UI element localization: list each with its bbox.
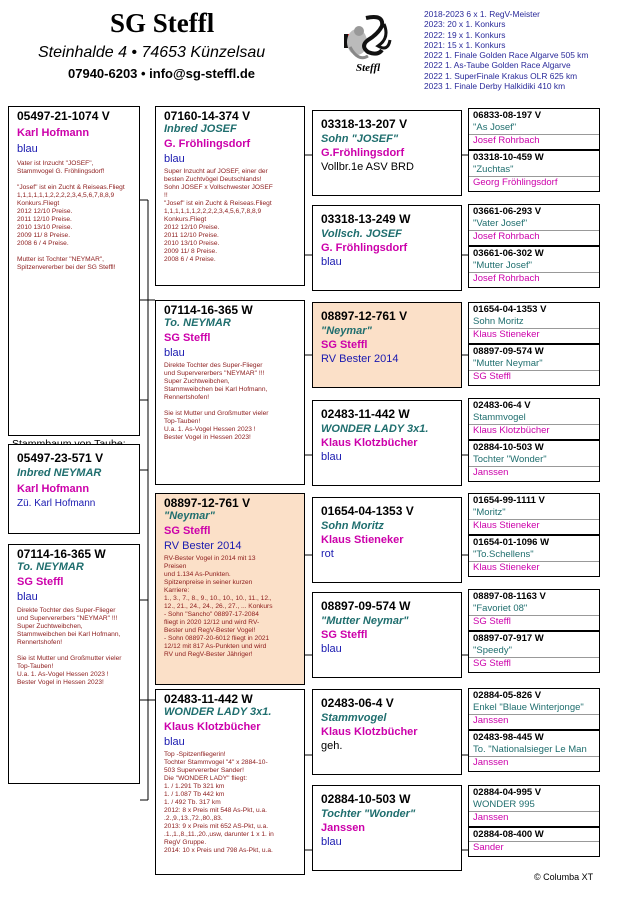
- grandparent-owner: SG Steffl: [164, 332, 211, 344]
- ggp-ring: 02884-10-503 W: [321, 792, 411, 806]
- gggp-name: "Speedy": [473, 645, 512, 656]
- gggp-card[interactable]: [468, 631, 600, 673]
- gggp-name: "As Josef": [473, 122, 517, 133]
- great-grandparent-card[interactable]: [312, 497, 462, 583]
- grandparent-notes: RV-Bester Vogel in 2014 mit 13 Preisen und 1.134 As-Punkten. Spitzenpreise in seiner kurzen Karriere: 1., 3., 7., 8., 9., 10., 10., 10., 11., 12., 12., 21., 24., 24., 26., 27., ... Konkurs - Sohn "Sancho" 08897-17-2084 fliegt in 2020 12/12 und wird RV- Bester und RegV-Bester Vogel! - Sohn 08897-20-6012 fliegt in 2021 12/12 mit 817 As-Punkten und wird RV und RegV-Bester Jähriger!: [164, 555, 273, 658]
- gggp-ring: 01654-01-1096 W: [473, 537, 550, 548]
- gggp-ring: 02884-05-826 V: [473, 690, 542, 701]
- gggp-ring: 08897-08-1163 V: [473, 591, 546, 602]
- gggp-card[interactable]: [468, 688, 600, 730]
- subject-card[interactable]: [8, 444, 140, 534]
- gggp-card[interactable]: [468, 493, 600, 535]
- gggp-name: "Zuchtas": [473, 164, 514, 175]
- grandparent-card[interactable]: [155, 689, 305, 875]
- grandparent-card[interactable]: [155, 300, 305, 485]
- grandparent-ring: 07114-16-365 W: [164, 303, 253, 317]
- great-grandparent-card[interactable]: [312, 302, 462, 388]
- ggp-name: Tochter "Wonder": [321, 808, 416, 820]
- subject-owner: Karl Hofmann: [17, 483, 90, 495]
- subject-ring: 05497-23-571 V: [17, 451, 104, 465]
- ggp-ring: 03318-13-207 V: [321, 117, 408, 131]
- grandparent-owner: Klaus Klotzbücher: [164, 721, 261, 733]
- gggp-owner: Josef Rohrbach: [469, 230, 599, 243]
- gggp-card[interactable]: [468, 204, 600, 246]
- grandparent-color: blau: [164, 153, 185, 165]
- grandparent-ring: 02483-11-442 W: [164, 692, 253, 706]
- gggp-name: WONDER 995: [473, 799, 535, 810]
- gggp-card[interactable]: [468, 589, 600, 631]
- father-ring: 05497-21-1074 V: [17, 109, 110, 123]
- gggp-owner: SG Steffl: [469, 615, 599, 628]
- gggp-ring: 02884-04-995 V: [473, 787, 542, 798]
- great-grandparent-card[interactable]: [312, 592, 462, 678]
- gggp-owner: Klaus Stieneker: [469, 519, 599, 532]
- mother-notes: Direkte Tochter des Super-Flieger und Supervererbers "NEYMAR" !!! Super Zuchtweibchen, Stammweibchen bei Karl Hofmann, Rennertshofen! Sie ist Mutter und Großmutter vieler Top-Tauben! U.a. 1. As-Vogel Hessen 2023 ! Bester Vogel in Hessen 2023!: [17, 607, 122, 686]
- gggp-name: "Mutter Josef": [473, 260, 533, 271]
- gggp-owner: Janssen: [469, 811, 599, 824]
- grandparent-notes: Super Inzucht auf JOSEF, einer der besten Zuchtvögel Deutschlands! Sohn JOSEF x Vollschwester JOSEF !! "Josef" ist ein Zucht & Reiseas.Fliegt 1,1,1,1,1,1,2,2,2,2,3,4,5,6,7,8,8,9 Konkurs.Fliegt 2012 12/10 Preise. 2011 12/10 Preise. 2010 13/10 Preise. 2009 11/ 8 Preise. 2008 6 / 4 Preise.: [164, 168, 273, 263]
- gggp-name: Stammvogel: [473, 412, 526, 423]
- grandparent-card[interactable]: [155, 106, 305, 286]
- gggp-card[interactable]: [468, 398, 600, 440]
- grandparent-card[interactable]: [155, 493, 305, 685]
- ggp-name: Sohn "JOSEF": [321, 133, 399, 145]
- ggp-ring: 01654-04-1353 V: [321, 504, 414, 518]
- gggp-ring: 01654-99-1111 V: [473, 495, 545, 506]
- grandparent-owner: G. Fröhlingsdorf: [164, 138, 251, 150]
- gggp-card[interactable]: [468, 785, 600, 827]
- father-notes: Vater ist Inzucht "JOSEF", Stammvogel G. Fröhlingsdorf! "Josef" ist ein Zucht & Reiseas.Fliegt 1,1,1,1,1,1,2,2,2,2,3,4,5,6,7,8,8,9 Konkurs.Fliegt 2012 12/10 Preise. 2011 12/10 Preise. 2010 13/10 Preise. 2009 11/ 8 Preise. 2008 6 / 4 Preise. Mutter ist Tochter "NEYMAR", Spitzenvererber bei der SG Steffl!: [17, 160, 125, 271]
- gggp-owner: Janssen: [469, 466, 599, 479]
- mother-name: To. NEYMAR: [17, 561, 84, 573]
- gggp-ring: 08897-07-917 W: [473, 633, 544, 644]
- gggp-ring: 03661-06-293 V: [473, 206, 542, 217]
- ggp-name: Sohn Moritz: [321, 520, 384, 532]
- grandparent-name: To. NEYMAR: [164, 317, 231, 329]
- gggp-owner: Janssen: [469, 714, 599, 727]
- ggp-ring: 08897-12-761 V: [321, 309, 408, 323]
- gggp-card[interactable]: [468, 246, 600, 288]
- ggp-owner: Janssen: [321, 822, 366, 834]
- gggp-name: "Favoriet 08": [473, 603, 528, 614]
- ggp-owner: G. Fröhlingsdorf: [321, 242, 408, 254]
- gggp-ring: 03661-06-302 W: [473, 248, 544, 259]
- ggp-color: blau: [321, 451, 342, 463]
- gggp-card[interactable]: [468, 302, 600, 344]
- grandparent-color: blau: [164, 347, 185, 359]
- gggp-ring: 06833-08-197 V: [473, 110, 542, 121]
- mother-ring: 07114-16-365 W: [17, 547, 106, 561]
- grandparent-notes: Top -Spitzenfliegerin! Tochter Stammvogel "4" x 2884-10- 503 Supervererber Sander! Die "WONDER LADY" fliegt: 1. / 1.291 Tb 321 km 1. / 1.087 Tb 442 km 1. / 492 Tb. 317 km 2012: 8 x Preis mit 548 As-Pkt, u.a. .2.,9.,13.,72.,80.,83. 2013: 9 x Preis mit 652 AS-Pkt, u.a. .1.,1.,8.,11.,20.,usw, darunter 1 x 1. in RegV Gruppe. 2014: 10 x Preis und 798 As-Pkt, u.a.: [164, 751, 274, 854]
- father-card[interactable]: [8, 106, 140, 436]
- ggp-color: Vollbr.1e ASV BRD: [321, 161, 414, 173]
- address: Steinhalde 4 • 74653 Künzelsau: [38, 44, 266, 61]
- gggp-ring: 02483-06-4 V: [473, 400, 531, 411]
- ggp-owner: G.Fröhlingsdorf: [321, 147, 405, 159]
- gggp-name: Tochter "Wonder": [473, 454, 547, 465]
- achievement-item: 2023: 20 x 1. Konkurs: [424, 19, 506, 30]
- gggp-owner: Klaus Klotzbücher: [469, 424, 599, 437]
- gggp-card[interactable]: [468, 730, 600, 772]
- achievement-item: 2022: 19 x 1. Konkurs: [424, 29, 506, 40]
- ggp-name: WONDER LADY 3x1.: [321, 423, 429, 435]
- ggp-color: blau: [321, 836, 342, 848]
- ggp-name: "Neymar": [321, 325, 372, 337]
- gggp-name: Sohn Moritz: [473, 316, 524, 327]
- gggp-ring: 02483-98-445 W: [473, 732, 544, 743]
- gggp-owner: Josef Rohrbach: [469, 272, 599, 285]
- gggp-card[interactable]: [468, 827, 600, 857]
- gggp-owner: Sander: [469, 841, 599, 854]
- gggp-owner: Klaus Stieneker: [469, 561, 599, 574]
- gggp-owner: SG Steffl: [469, 657, 599, 670]
- subject-name: Inbred NEYMAR: [17, 467, 102, 479]
- grandparent-name: "Neymar": [164, 510, 215, 522]
- grandparent-color: blau: [164, 736, 185, 748]
- ggp-color: RV Bester 2014: [321, 353, 399, 365]
- achievement-item: 2022 1. As-Taube Golden Race Algarve: [424, 60, 571, 71]
- great-grandparent-card[interactable]: [312, 785, 462, 871]
- ggp-name: "Mutter Neymar": [321, 615, 409, 627]
- grandparent-owner: SG Steffl: [164, 525, 211, 537]
- gggp-card[interactable]: [468, 440, 600, 482]
- gggp-name: Enkel "Blaue Winterjonge": [473, 702, 584, 713]
- gggp-ring: 02884-10-503 W: [473, 442, 544, 453]
- gggp-card[interactable]: [468, 108, 600, 150]
- ggp-name: Stammvogel: [321, 712, 387, 724]
- mother-owner: SG Steffl: [17, 576, 64, 588]
- great-grandparent-card[interactable]: [312, 689, 462, 775]
- achievement-item: 2022 1. SuperFinale Krakus OLR 625 km: [424, 70, 578, 81]
- great-grandparent-card[interactable]: [312, 205, 462, 291]
- ggp-ring: 03318-13-249 W: [321, 212, 411, 226]
- grandparent-ring: 07160-14-374 V: [164, 109, 251, 123]
- gggp-owner: Klaus Stieneker: [469, 328, 599, 341]
- ggp-owner: Klaus Klotzbücher: [321, 437, 418, 449]
- footer-credit: © Columba XT: [534, 872, 594, 882]
- page-title: SG Steffl: [110, 8, 215, 38]
- ggp-ring: 02483-06-4 V: [321, 696, 394, 710]
- ggp-owner: SG Steffl: [321, 629, 368, 641]
- grandparent-ring: 08897-12-761 V: [164, 496, 251, 510]
- gggp-owner: SG Steffl: [469, 370, 599, 383]
- achievement-item: 2023 1. Finale Derby Halkidiki 410 km: [424, 81, 566, 92]
- gggp-ring: 02884-08-400 W: [473, 829, 544, 840]
- ggp-color: blau: [321, 256, 342, 268]
- grandparent-notes: Direkte Tochter des Super-Flieger und Supervererbers "NEYMAR" !!! Super Zuchtweibchen, Stammweibchen bei Karl Hofmann, Rennertshofen! Sie ist Mutter und Großmutter vieler Top-Tauben! U.a. 1. As-Vogel Hessen 2023 ! Bester Vogel in Hessen 2023!: [164, 362, 269, 441]
- ggp-owner: Klaus Stieneker: [321, 534, 404, 546]
- gggp-name: "Moritz": [473, 507, 506, 518]
- gggp-name: "Vater Josef": [473, 218, 528, 229]
- ggp-owner: SG Steffl: [321, 339, 368, 351]
- ggp-name: Vollsch. JOSEF: [321, 228, 402, 240]
- grandparent-name: Inbred JOSEF: [164, 123, 237, 135]
- contact: 07940-6203 • info@sg-steffl.de: [68, 66, 256, 81]
- subject-breeder: Zü. Karl Hofmann: [17, 498, 96, 509]
- ggp-ring: 02483-11-442 W: [321, 407, 410, 421]
- gggp-owner: Josef Rohrbach: [469, 134, 599, 147]
- mother-card[interactable]: [8, 544, 140, 784]
- gggp-name: "Mutter Neymar": [473, 358, 543, 369]
- logo-text: Steffl: [356, 62, 381, 74]
- achievement-item: 2018-2023 6 x 1. RegV-Meister: [424, 9, 540, 19]
- father-owner: Karl Hofmann: [17, 127, 90, 139]
- grandparent-name: WONDER LADY 3x1.: [164, 706, 272, 718]
- mother-color: blau: [17, 591, 38, 603]
- ggp-color: rot: [321, 548, 334, 560]
- achievement-item: 2021: 15 x 1. Konkurs: [424, 39, 506, 50]
- gggp-ring: 01654-04-1353 V: [473, 304, 547, 315]
- gggp-name: To. "Nationalsieger Le Man: [473, 744, 587, 755]
- great-grandparent-card[interactable]: [312, 400, 462, 486]
- ggp-color: blau: [321, 643, 342, 655]
- grandparent-color: RV Bester 2014: [164, 540, 242, 552]
- gggp-card[interactable]: [468, 150, 600, 192]
- father-color: blau: [17, 143, 38, 155]
- gggp-card[interactable]: [468, 535, 600, 577]
- great-grandparent-card[interactable]: [312, 110, 462, 196]
- gggp-card[interactable]: [468, 344, 600, 386]
- ggp-owner: Klaus Klotzbücher: [321, 726, 418, 738]
- gggp-owner: Georg Fröhlingsdorf: [469, 176, 599, 189]
- gggp-ring: 08897-09-574 W: [473, 346, 544, 357]
- ggp-color: geh.: [321, 740, 343, 752]
- ggp-ring: 08897-09-574 W: [321, 599, 411, 613]
- gggp-owner: Janssen: [469, 756, 599, 769]
- gggp-ring: 03318-10-459 W: [473, 152, 544, 163]
- achievement-item: 2022 1. Finale Golden Race Algarve 505 km: [424, 50, 589, 61]
- gggp-name: "To.Schellens": [473, 549, 534, 560]
